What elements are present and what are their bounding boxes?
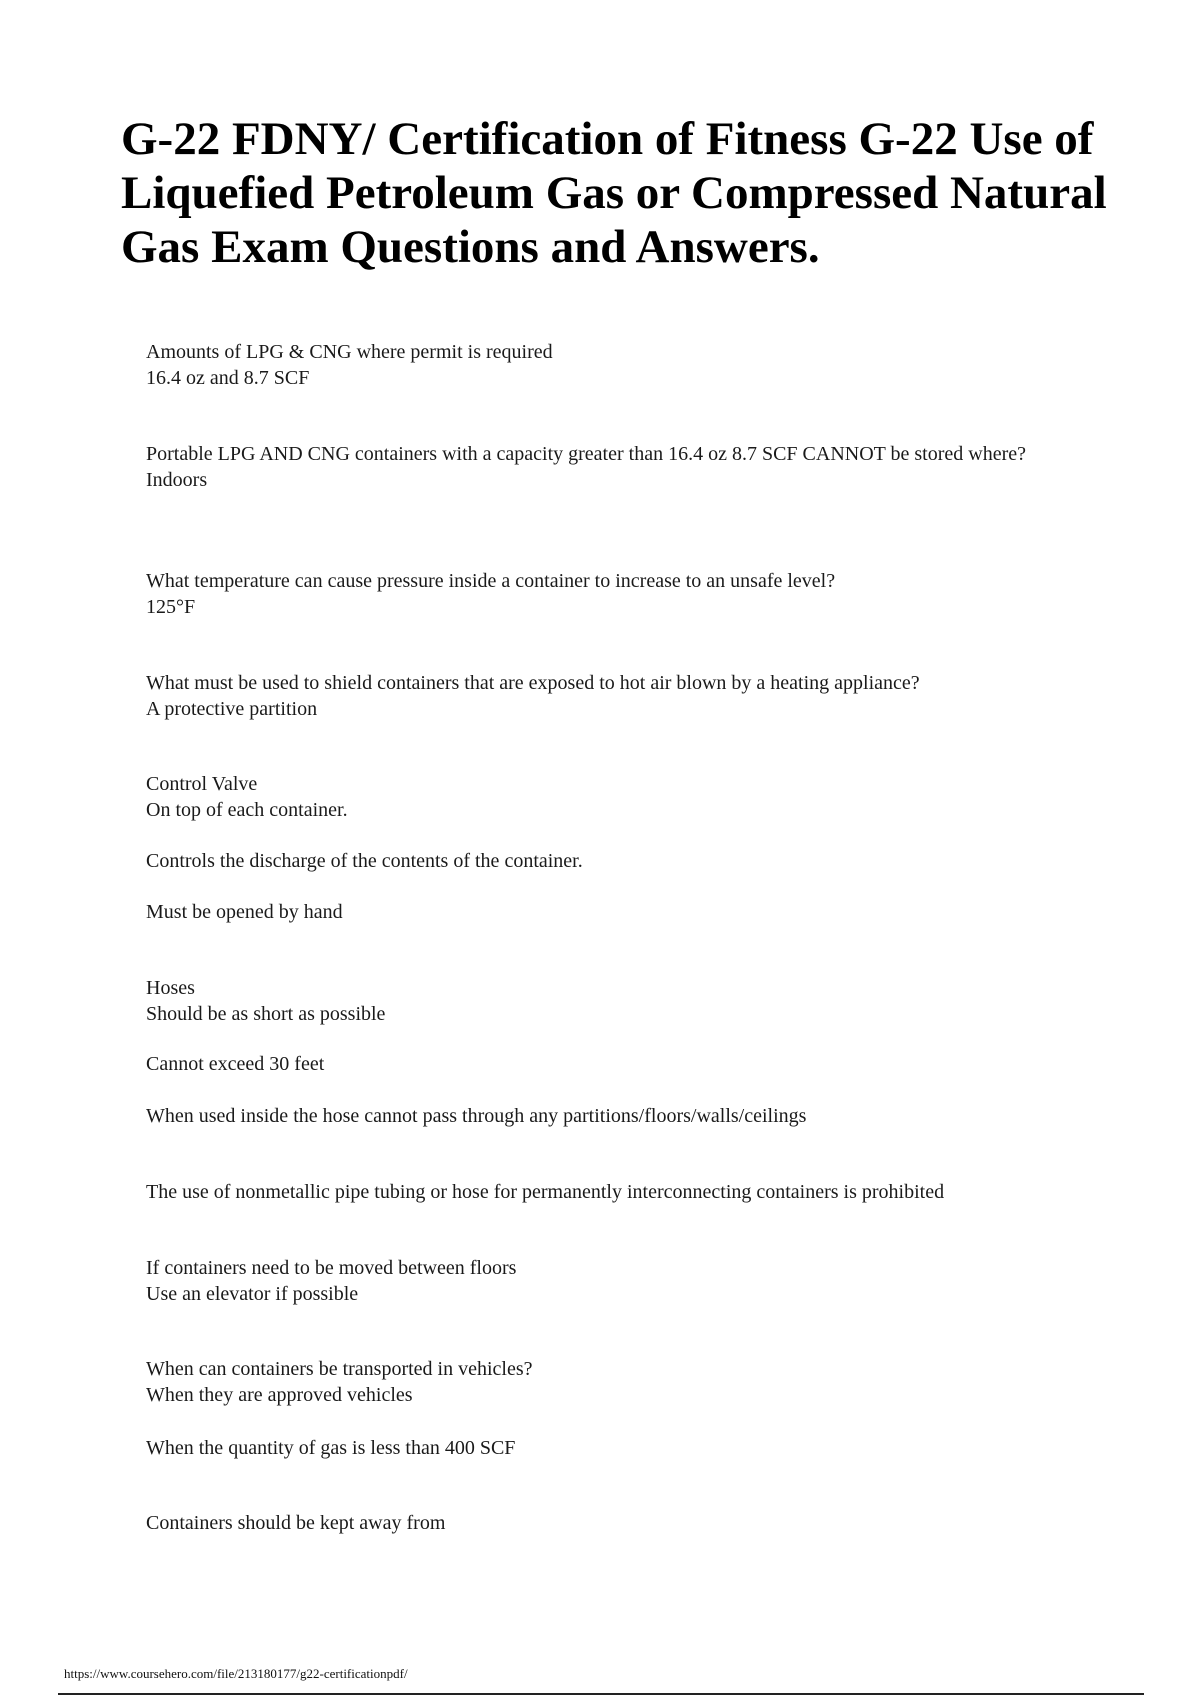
qa-entry [146,1356,533,1408]
answer: 16.4 oz and 8.7 SCF [146,367,310,389]
answer-detail: Cannot exceed 30 feet [146,1053,325,1075]
question: What temperature can cause pressure inside a container to increase to an unsafe level? [146,570,836,592]
qa-entry [146,1510,445,1536]
qa-entry [146,441,1066,493]
qa-entry [146,339,553,391]
question: Hoses [146,977,195,999]
qa-entry [146,975,385,1027]
answer: Indoors [146,469,208,491]
answer-detail: When the quantity of gas is less than 400 SCF [146,1437,516,1459]
footer-divider [58,1693,1144,1695]
question: Containers should be kept away from [146,1512,446,1534]
question: What must be used to shield containers that are exposed to hot air blown by a heating appliance? [146,672,920,694]
question: The use of nonmetallic pipe tubing or hose for permanently interconnecting containers is prohibited [146,1181,945,1203]
answer-detail: Controls the discharge of the contents of the container. [146,850,583,872]
answer: When they are approved vehicles [146,1384,413,1406]
answer: On top of each container. [146,799,348,821]
question: Portable LPG AND CNG containers with a capacity greater than 16.4 oz 8.7 SCF CANNOT be stored where? [146,443,1026,465]
answer: A protective partition [146,698,318,720]
source-url: https://www.coursehero.com/file/213180177/g22-certificationpdf/ [64,1666,408,1681]
qa-entry [146,568,835,620]
answer: Use an elevator if possible [146,1283,359,1305]
question: Control Valve [146,773,258,795]
qa-entry [146,771,348,823]
answer-detail: Must be opened by hand [146,901,343,923]
answer-detail: When used inside the hose cannot pass through any partitions/floors/walls/ceilings [146,1105,807,1127]
question: When can containers be transported in vehicles? [146,1358,533,1380]
question: If containers need to be moved between floors [146,1257,517,1279]
page-title: G-22 FDNY/ Certification of Fitness G-22 Use of Liquefied Petroleum Gas or Compressed Natural Gas Exam Questions and Answers. [121,113,1107,273]
answer: 125°F [146,596,196,618]
question: Amounts of LPG & CNG where permit is required [146,341,553,363]
qa-entry [146,1179,944,1205]
qa-entry [146,1255,516,1307]
qa-entry [146,670,920,722]
answer: Should be as short as possible [146,1003,386,1025]
